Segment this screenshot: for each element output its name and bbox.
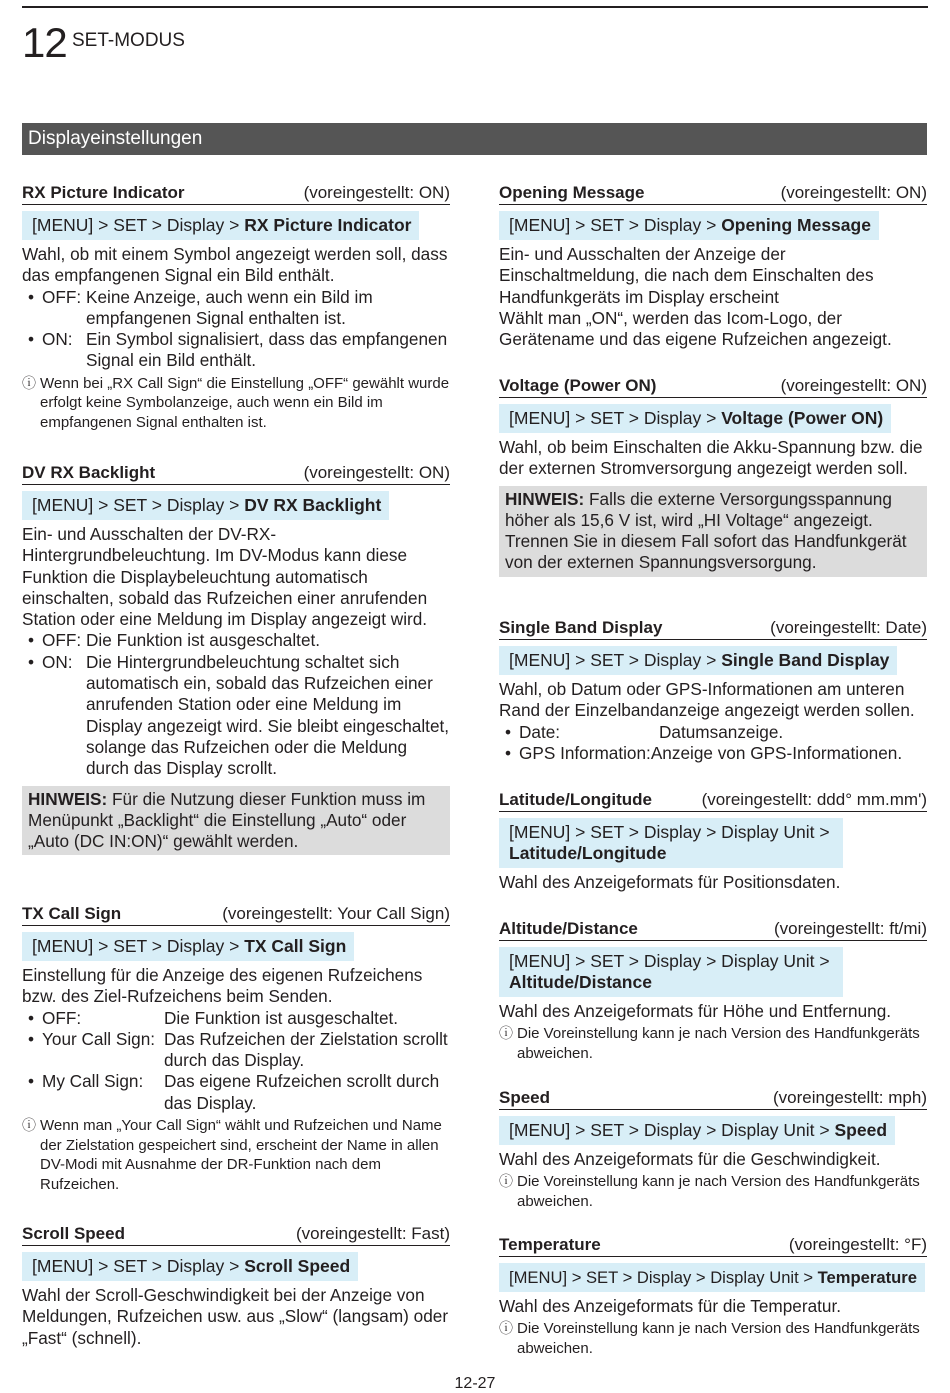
default-value: (voreingestellt: °F): [788, 1235, 927, 1254]
section-temperature: [499, 1235, 927, 1358]
default-value: (voreingestellt: ft/mi): [773, 919, 927, 938]
menu-path: [MENU] > SET > Display > Voltage (Power ON): [499, 404, 891, 433]
menu-path: [MENU] > SET > Display > Single Band Display: [499, 646, 897, 675]
hint-box: HINWEIS: Falls die externe Versorgungsspannung höher als 15,6 V ist, wird „HI Voltage“ angezeigt. Trennen Sie in diesem Fall sofort das Handfunkgerät von der externen Spannungsversorgung.: [499, 486, 927, 577]
list-item: • Your Call Sign: Das Rufzeichen der Zielstation scrollt durch das Display.: [28, 1028, 448, 1071]
description: Ein- und Ausschalten der DV-RX-Hintergrundbeleuchtung. Im DV-Modus kann diese Funktion die Displaybeleuchtung automatisch einschalten, sobald das Rufzeichen einer anrufenden Station oder eine Meldung im Display angezeigt wird.: [22, 524, 428, 630]
default-value: (voreingestellt: ON): [780, 376, 927, 395]
info-icon: ⓘ: [22, 374, 36, 391]
section-title: Altitude/Distance: [499, 919, 638, 938]
section-latitude-longitude: [499, 790, 927, 893]
section-altitude-distance: [499, 919, 927, 1063]
list-item: • My Call Sign: Das eigene Rufzeichen scrollt durch das Display.: [28, 1071, 440, 1113]
menu-path: [MENU] > SET > Display > Display Unit > Altitude/Distance: [499, 947, 843, 997]
section-title: Latitude/Longitude: [499, 790, 652, 809]
menu-path: [MENU] > SET > Display > Scroll Speed: [22, 1252, 358, 1281]
description: Wahl der Scroll-Geschwindigkeit bei der Anzeige von Meldungen, Rufzeichen usw. aus „Slow“ (langsam) oder „Fast“ (schnell).: [22, 1285, 449, 1348]
list-item: • ON: Die Hintergrundbeleuchtung schaltet sich automatisch ein, sobald das Rufzeichen einer anrufenden Station oder eine Meldung im Display angezeigt wird. Sie bleibt eingeschaltet, solange das Rufzeichen oder die Meldung durch das Display scrollt.: [28, 651, 450, 779]
default-value: (voreingestellt: ON): [303, 183, 450, 202]
section-single-band-display: [499, 618, 927, 764]
section-tx-call-sign: [22, 904, 450, 1194]
default-value: (voreingestellt: Fast): [296, 1224, 450, 1243]
section-scroll-speed: [22, 1224, 450, 1349]
section-title: Voltage (Power ON): [499, 376, 657, 395]
hint-box: HINWEIS: Für die Nutzung dieser Funktion muss im Menüpunkt „Backlight“ die Einstellung „Auto“ oder „Auto (DC IN:ON)“ gewählt werden.: [22, 786, 450, 856]
list-item: • OFF: Die Funktion ist ausgeschaltet.: [28, 630, 321, 651]
description: Einstellung für die Anzeige des eigenen Rufzeichens bzw. des Ziel-Rufzeichens beim Senden.: [22, 965, 423, 1007]
description: Wahl, ob Datum oder GPS-Informationen am unteren Rand der Einzelbandanzeige angezeigt werden sollen.: [499, 679, 915, 721]
info-icon: ⓘ: [499, 1173, 513, 1190]
menu-path: [MENU] > SET > Display > Display Unit > Temperature: [499, 1263, 925, 1292]
info-icon: ⓘ: [499, 1320, 513, 1337]
list-item: • ON: Ein Symbol signalisiert, dass das empfangenen Signal ein Bild enthält.: [28, 329, 448, 371]
section-speed: [499, 1088, 927, 1211]
description-2: Wählt man „ON“, werden das Icom-Logo, der Gerätename und das eigene Rufzeichen angezeigt.: [499, 307, 892, 350]
section-opening-message: [499, 183, 927, 350]
page-number: 12-27: [454, 1375, 496, 1392]
menu-path: [MENU] > SET > Display > TX Call Sign: [22, 932, 354, 961]
section-dv-rx-backlight: [22, 463, 450, 855]
default-value: (voreingestellt: Date): [770, 618, 927, 637]
default-value: (voreingestellt: mph): [772, 1088, 927, 1107]
info-icon: ⓘ: [499, 1025, 513, 1042]
description: Wahl, ob beim Einschalten die Akku-Spannung bzw. die der externen Stromversorgung angezeigt werden soll.: [499, 437, 923, 479]
default-value: (voreingestellt: ddd° mm.mm'): [701, 790, 927, 809]
info-note: ⓘ Die Voreinstellung kann je nach Version des Handfunkgeräts abweichen.: [499, 1025, 920, 1062]
description: Wahl des Anzeigeformats für die Temperatur.: [499, 1296, 842, 1316]
menu-path: [MENU] > SET > Display > DV RX Backlight: [22, 491, 389, 520]
description: Wahl, ob mit einem Symbol angezeigt werden soll, dass das empfangenen Signal ein Bild enthält.: [22, 244, 448, 286]
section-voltage-power-on: [499, 376, 927, 577]
default-value: (voreingestellt: ON): [303, 463, 450, 482]
section-banner: Displayeinstellungen: [22, 123, 927, 155]
info-note: ⓘ Die Voreinstellung kann je nach Version des Handfunkgeräts abweichen.: [499, 1320, 920, 1357]
section-rx-picture-indicator: [22, 183, 450, 433]
menu-path: [MENU] > SET > Display > Display Unit > Latitude/Longitude: [499, 818, 843, 868]
list-item: • Date: Datumsanzeige.: [505, 721, 784, 742]
section-title: RX Picture Indicator: [22, 183, 185, 202]
chapter-number: 12: [22, 19, 67, 66]
top-rule: [22, 6, 928, 8]
menu-path: [MENU] > SET > Display > RX Picture Indicator: [22, 211, 419, 240]
section-title: Opening Message: [499, 183, 645, 202]
section-title: TX Call Sign: [22, 904, 122, 923]
description: Wahl des Anzeigeformats für Positionsdaten.: [499, 872, 841, 892]
default-value: (voreingestellt: ON): [780, 183, 927, 202]
section-title: Single Band Display: [499, 618, 663, 637]
description: Wahl des Anzeigeformats für die Geschwindigkeit.: [499, 1149, 881, 1169]
section-title: Scroll Speed: [22, 1224, 125, 1243]
list-item: • OFF: Keine Anzeige, auch wenn ein Bild im empfangenen Signal enthalten ist.: [28, 286, 373, 328]
list-item: • OFF: Die Funktion ist ausgeschaltet.: [28, 1007, 399, 1028]
section-title: DV RX Backlight: [22, 463, 156, 482]
description: Wahl des Anzeigeformats für Höhe und Entfernung.: [499, 1001, 892, 1021]
chapter-title: SET-MODUS: [72, 30, 185, 51]
section-title: Temperature: [499, 1235, 601, 1254]
info-note: ⓘ Wenn bei „RX Call Sign“ die Einstellung „OFF“ gewählt wurde erfolgt keine Symbolanzeige, auch wenn ein Bild im empfangenen Signal enthalten ist.: [22, 374, 450, 431]
description: Ein- und Ausschalten der Anzeige der Einschaltmeldung, die nach dem Einschalten des Handfunkgeräts im Display erscheint: [499, 244, 874, 307]
section-title: Speed: [499, 1088, 551, 1107]
list-item: • GPS Information: Anzeige von GPS-Informationen.: [505, 742, 903, 763]
default-value: (voreingestellt: Your Call Sign): [222, 904, 450, 923]
menu-path: [MENU] > SET > Display > Opening Message: [499, 211, 879, 240]
info-note: ⓘ Die Voreinstellung kann je nach Version des Handfunkgeräts abweichen.: [499, 1173, 920, 1210]
info-note: ⓘ Wenn man „Your Call Sign“ wählt und Rufzeichen und Name der Zielstation gespeichert sind, erscheint der Name in allen DV-Modi mit Ausnahme der DR-Funktion nach dem Rufzeichen.: [22, 1117, 442, 1193]
info-icon: ⓘ: [22, 1117, 36, 1134]
menu-path: [MENU] > SET > Display > Display Unit > Speed: [499, 1116, 895, 1145]
